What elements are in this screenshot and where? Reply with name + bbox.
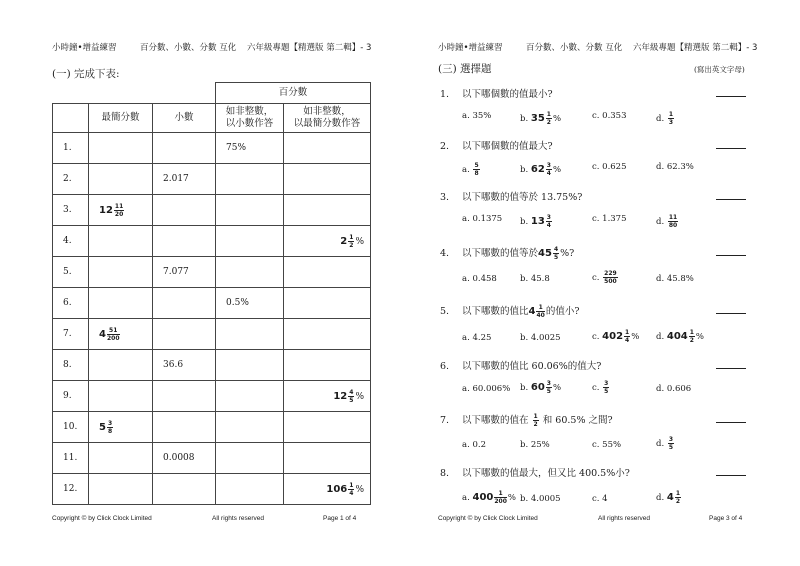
answer-cell[interactable] bbox=[89, 288, 153, 319]
answer-cell[interactable] bbox=[153, 226, 216, 257]
answer-cell[interactable] bbox=[216, 226, 284, 257]
header-percentage: 百分數 bbox=[216, 83, 371, 104]
table-row: 12. 106 $\frac{1}{4}$ % bbox=[53, 474, 371, 505]
section-title-3: (三) 選擇題 bbox=[438, 63, 492, 75]
answer-cell[interactable] bbox=[216, 474, 284, 505]
answer-cell[interactable] bbox=[216, 195, 284, 226]
answer-cell[interactable] bbox=[284, 350, 371, 381]
header-school: 小時鐘•增益練習 bbox=[438, 43, 503, 53]
option-d[interactable]: d. $\frac{1}{3}$ bbox=[656, 111, 674, 126]
option-d[interactable]: d. 404 $\frac{1}{2}$ % bbox=[656, 329, 704, 344]
option-a[interactable]: a. 4.25 bbox=[462, 333, 492, 343]
given-pct-fraction: 12 $\frac{4}{5}$ % bbox=[284, 381, 371, 412]
option-c[interactable]: c. 1.375 bbox=[592, 214, 627, 224]
table-row: 1. 75% bbox=[53, 133, 371, 164]
answer-cell[interactable] bbox=[89, 474, 153, 505]
option-d[interactable]: d. $\frac{11}{80}$ bbox=[656, 214, 678, 229]
answer-cell[interactable] bbox=[284, 443, 371, 474]
answer-blank-2[interactable] bbox=[716, 148, 746, 149]
header-pct-decimal: 如非整數， 以小數作答 bbox=[216, 104, 284, 133]
option-c[interactable]: c. 0.353 bbox=[592, 111, 627, 121]
answer-cell[interactable] bbox=[153, 288, 216, 319]
given-pct-fraction: 2 $\frac{1}{2}$ % bbox=[284, 226, 371, 257]
option-a[interactable]: a. 400 $\frac{1}{200}$ % bbox=[462, 490, 516, 505]
option-c[interactable]: c. 4 bbox=[592, 494, 608, 504]
answer-cell[interactable] bbox=[284, 412, 371, 443]
answer-cell[interactable] bbox=[216, 164, 284, 195]
right-page bbox=[400, 0, 800, 566]
option-b[interactable]: b. 45.8 bbox=[520, 274, 550, 284]
answer-cell[interactable] bbox=[284, 319, 371, 350]
table-row: 4. 2 $\frac{1}{2}$ % bbox=[53, 226, 371, 257]
option-a[interactable]: a. 0.458 bbox=[462, 274, 497, 284]
option-b[interactable]: b. 13 $\frac{3}{4}$ bbox=[520, 214, 551, 229]
footer-rights: All rights reserved bbox=[598, 515, 651, 522]
option-a[interactable]: a. 60.006% bbox=[462, 384, 511, 394]
header-grade: 六年級專題【精選版 第二輯】- 3 bbox=[247, 43, 372, 53]
header-grade: 六年級專題【精選版 第二輯】- 3 bbox=[633, 43, 758, 53]
header-pct-fraction: 如非整數， 以最簡分數作答 bbox=[284, 104, 371, 133]
option-c[interactable]: c. $\frac{3}{5}$ bbox=[592, 380, 609, 395]
answer-cell[interactable] bbox=[216, 443, 284, 474]
answer-cell[interactable] bbox=[89, 164, 153, 195]
option-d[interactable]: d. 45.8% bbox=[656, 274, 694, 284]
answer-blank-6[interactable] bbox=[716, 368, 746, 369]
option-d[interactable]: d. $\frac{3}{5}$ bbox=[656, 436, 674, 451]
answer-blank-1[interactable] bbox=[716, 96, 746, 97]
option-b[interactable]: b. 60 $\frac{3}{5}$ % bbox=[520, 380, 562, 395]
answer-cell[interactable] bbox=[89, 381, 153, 412]
answer-blank-4[interactable] bbox=[716, 255, 746, 256]
option-d[interactable]: d. 0.606 bbox=[656, 384, 692, 394]
answer-cell[interactable] bbox=[284, 133, 371, 164]
option-c[interactable]: c. 0.625 bbox=[592, 162, 627, 172]
footer-page: Page 1 of 4 bbox=[323, 515, 357, 522]
header-school: 小時鐘•增益練習 bbox=[52, 43, 117, 53]
option-b[interactable]: b. 35 $\frac{1}{2}$ % bbox=[520, 111, 562, 126]
answer-cell[interactable] bbox=[153, 195, 216, 226]
option-c[interactable]: c. 402 $\frac{1}{4}$ % bbox=[592, 329, 640, 344]
answer-cell[interactable] bbox=[284, 195, 371, 226]
table-row: 11. 0.0008 bbox=[53, 443, 371, 474]
option-a[interactable]: a. 0.2 bbox=[462, 440, 486, 450]
table-row: 8. 36.6 bbox=[53, 350, 371, 381]
table-row: 2. 2.017 bbox=[53, 164, 371, 195]
question-8: 8. 以下哪數的值最大，但又比 400.5%小? bbox=[440, 468, 630, 479]
option-a[interactable]: a. 0.1375 bbox=[462, 214, 503, 224]
given-pct-fraction: 106 $\frac{1}{4}$ % bbox=[284, 474, 371, 505]
answer-cell[interactable] bbox=[153, 474, 216, 505]
answer-cell[interactable] bbox=[284, 164, 371, 195]
table-row: 9. 12 $\frac{4}{5}$ % bbox=[53, 381, 371, 412]
option-d[interactable]: d. 62.3% bbox=[656, 162, 694, 172]
table-row: 7. 4 $\frac{51}{200}$ bbox=[53, 319, 371, 350]
section-title-1: (一) 完成下表: bbox=[52, 68, 120, 80]
answer-cell[interactable] bbox=[153, 381, 216, 412]
table-row: 6. 0.5% bbox=[53, 288, 371, 319]
question-1: 1. 以下哪個數的值最小? bbox=[440, 89, 553, 100]
table-row: 5. 7.077 bbox=[53, 257, 371, 288]
option-b[interactable]: b. 62 $\frac{3}{4}$ % bbox=[520, 162, 562, 177]
header-topic: 百分數、小數、分數 互化 bbox=[526, 43, 623, 53]
answer-cell[interactable] bbox=[216, 257, 284, 288]
answer-cell[interactable] bbox=[216, 350, 284, 381]
answer-cell[interactable] bbox=[153, 319, 216, 350]
footer-copyright: Copyright © by Click Clock Limited bbox=[52, 515, 152, 522]
answer-cell[interactable] bbox=[89, 133, 153, 164]
answer-cell[interactable] bbox=[216, 381, 284, 412]
option-b[interactable]: b. 4.0005 bbox=[520, 494, 561, 504]
question-7: 7. 以下哪數的值在 $\frac{1}{2}$ 和 60.5% 之間? bbox=[440, 413, 613, 428]
option-b[interactable]: b. 4.0025 bbox=[520, 333, 561, 343]
question-3: 3. 以下哪數的值等於 13.75%? bbox=[440, 192, 583, 203]
answer-blank-7[interactable] bbox=[716, 422, 746, 423]
answer-cell[interactable] bbox=[216, 319, 284, 350]
header-decimal: 小數 bbox=[153, 104, 216, 133]
header-topic: 百分數、小數、分數 互化 bbox=[140, 43, 237, 53]
answer-blank-8[interactable] bbox=[716, 475, 746, 476]
answer-blank-3[interactable] bbox=[716, 199, 746, 200]
table-row: 3. 12 $\frac{11}{20}$ bbox=[53, 195, 371, 226]
given-fraction: 5 $\frac{3}{8}$ bbox=[89, 412, 153, 443]
header-number bbox=[53, 104, 89, 133]
footer-page: Page 3 of 4 bbox=[709, 515, 743, 522]
answer-cell[interactable] bbox=[153, 412, 216, 443]
option-a[interactable]: a. $\frac{5}{8}$ bbox=[462, 162, 479, 177]
option-a[interactable]: a. 35% bbox=[462, 111, 492, 121]
question-2: 2. 以下哪個數的值最大? bbox=[440, 141, 553, 152]
answer-cell[interactable] bbox=[89, 443, 153, 474]
question-4: 4. 以下哪數的值等於45 $\frac{4}{5}$ %? bbox=[440, 246, 575, 261]
question-5: 5. 以下哪數的值比4 $\frac{1}{40}$ 的值小? bbox=[440, 304, 580, 319]
table-row: 10. 5 $\frac{3}{8}$ bbox=[53, 412, 371, 443]
answer-blank-5[interactable] bbox=[716, 313, 746, 314]
answer-cell[interactable] bbox=[89, 226, 153, 257]
answer-cell[interactable] bbox=[216, 412, 284, 443]
footer-rights: All rights reserved bbox=[212, 515, 265, 522]
answer-cell[interactable] bbox=[89, 257, 153, 288]
instruction-note: (寫出英文字母) bbox=[694, 65, 745, 74]
option-b[interactable]: b. 25% bbox=[520, 440, 550, 450]
given-fraction: 4 $\frac{51}{200}$ bbox=[89, 319, 153, 350]
question-6: 6. 以下哪數的值比 60.06%的值大? bbox=[440, 361, 602, 372]
answer-cell[interactable] bbox=[89, 350, 153, 381]
option-c[interactable]: c. $\frac{229}{500}$ bbox=[592, 270, 617, 285]
answer-cell[interactable] bbox=[284, 288, 371, 319]
option-d[interactable]: d. 4 $\frac{1}{2}$ bbox=[656, 490, 681, 505]
footer-copyright: Copyright © by Click Clock Limited bbox=[438, 515, 538, 522]
given-fraction: 12 $\frac{11}{20}$ bbox=[89, 195, 153, 226]
answer-cell[interactable] bbox=[153, 133, 216, 164]
answer-cell[interactable] bbox=[284, 257, 371, 288]
conversion-table bbox=[52, 82, 371, 505]
option-c[interactable]: c. 55% bbox=[592, 440, 622, 450]
header-fraction: 最簡分數 bbox=[89, 104, 153, 133]
